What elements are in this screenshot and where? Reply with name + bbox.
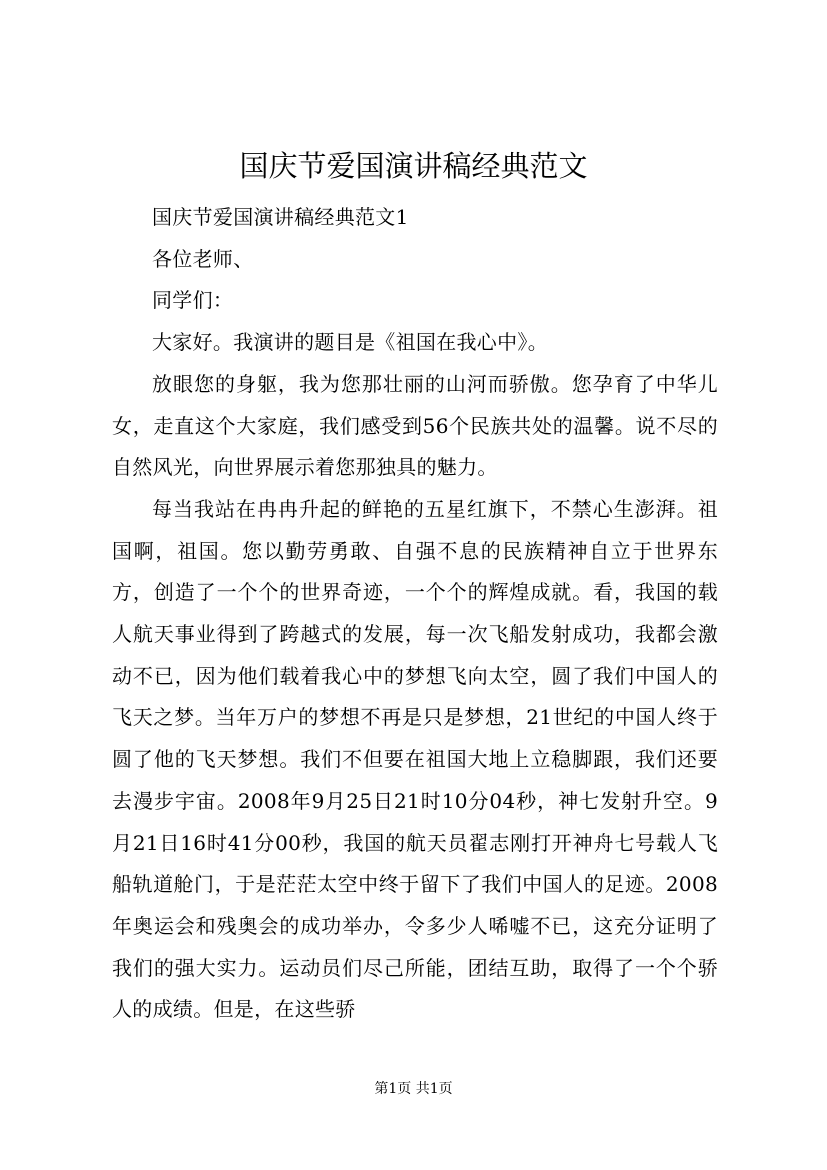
paragraph-subtitle: 国庆节爱国演讲稿经典范文1	[152, 205, 409, 229]
paragraph-body-2: 每当我站在冉冉升起的鲜艳的五星红旗下，不禁心生澎湃。祖国啊，祖国。您以勤劳勇敢、自强不息的民族精神自立于世界东方，创造了一个个的世界奇迹，一个个的辉煌成就。看，我国的载人航天事业得到了跨越式的发展，每一次飞船发射成功，我都会激动不已，因为他们载着我心中的梦想飞向太空，圆了我们中国人的飞天之梦。当年万户的梦想不再是只是梦想，21世纪的中国人终于圆了他的飞天梦想。我们不但要在祖国大地上立稳脚跟，我们还要去漫步宇宙。2008年9月25日21时10分04秒，神七发射升空。9月21日16时41分00秒，我国的航天员翟志刚打开神舟七号载人飞船轨道舱门，于是茫茫太空中终于留下了我们中国人的足迹。2008年奥运会和残奥会的成功举办，令多少人唏嘘不已，这充分证明了我们的强大实力。运动员们尽己所能，团结互助，取得了一个个骄人的成绩。但是，在这些骄	[112, 496, 718, 1022]
paragraph-greeting-students: 同学们：	[152, 288, 234, 313]
paragraph-intro: 大家好。我演讲的题目是《祖国在我心中》。	[152, 330, 548, 355]
document-title: 国庆节爱国演讲稿经典范文	[239, 149, 588, 183]
document-body	[112, 197, 718, 1031]
paragraph-body-1: 放眼您的身躯，我为您那壮丽的山河而骄傲。您孕育了中华儿女，走直这个大家庭，我们感受到56个民族共处的温馨。说不尽的自然风光，向世界展示着您那独具的魅力。	[112, 371, 718, 480]
paragraph-greeting-teachers: 各位老师、	[152, 246, 254, 271]
page-footer: 第1页 共1页	[374, 1081, 453, 1097]
